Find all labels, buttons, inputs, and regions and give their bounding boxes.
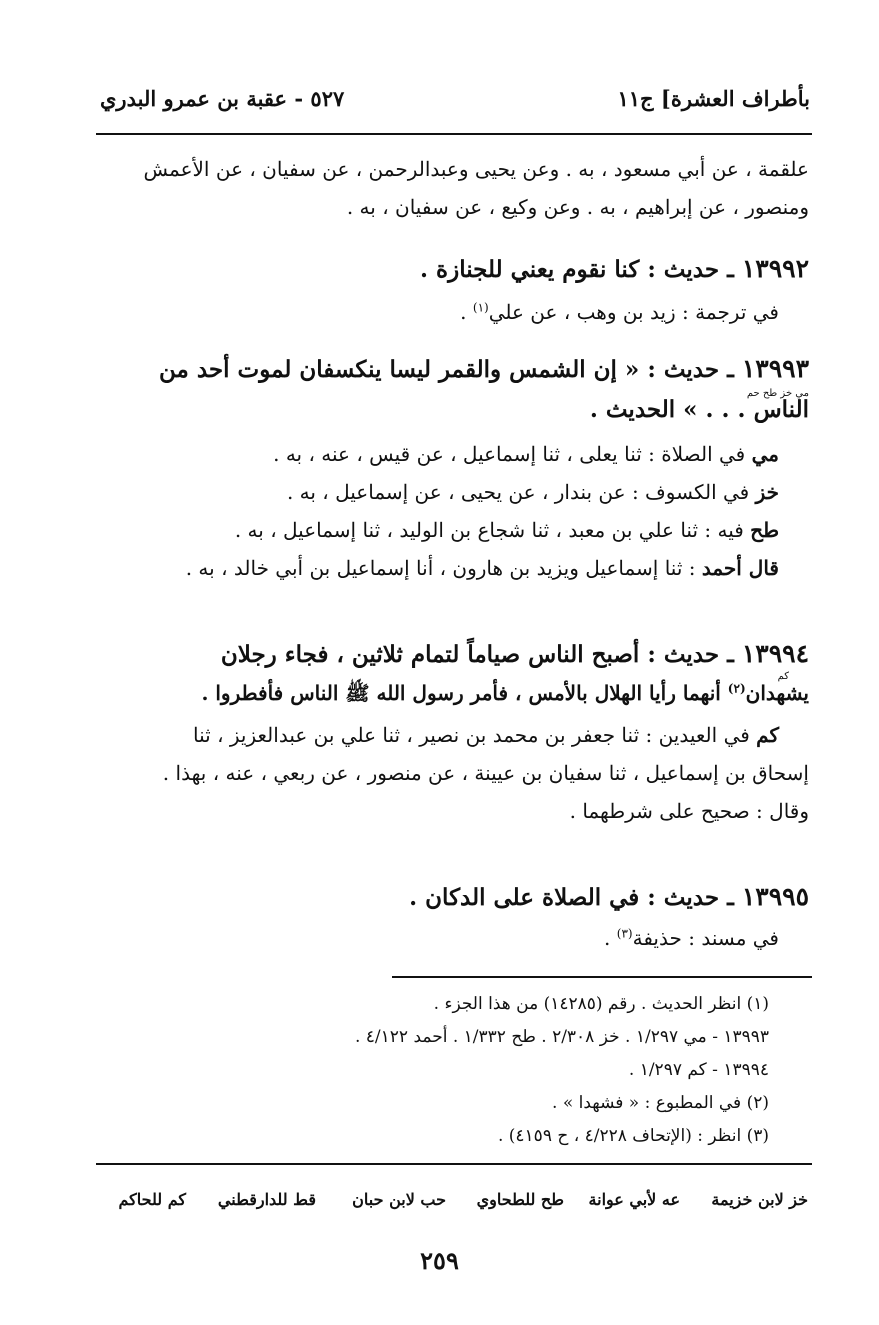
hadith-13995	[100, 878, 809, 957]
abbreviation-item: عه لأبي عوانة	[588, 1190, 680, 1209]
hadith-title	[100, 250, 809, 289]
abbreviation-item: كم للحاكم	[118, 1190, 186, 1209]
footnote-ref[interactable]: (٢)	[727, 681, 746, 696]
abbreviation-item: قط للدارقطني	[217, 1190, 316, 1209]
header-chapter-title: ٥٢٧ - عقبة بن عمرو البدري	[100, 86, 345, 111]
source-line	[100, 511, 809, 549]
hadith-number: ١٣٩٩٣	[741, 354, 809, 383]
hadith-13993	[100, 350, 809, 587]
marginal-codes: مي خز طح حم	[746, 388, 809, 399]
source-text: في الصلاة : ثنا يعلى ، ثنا إسماعيل ، عن قيس ، عنه ، به .	[273, 442, 752, 466]
source-line	[100, 716, 809, 754]
hadith-text-b: أنهما رأيا الهلال بالأمس ، فأمر رسول الله ﷺ الناس فأفطروا .	[201, 681, 728, 705]
header-rule	[96, 133, 812, 135]
abbreviations-rule	[96, 1163, 812, 1165]
hadith-text: ـ حديث : في الصلاة على الدكان .	[409, 884, 734, 911]
hadith-13992	[100, 250, 809, 331]
source-code: طح	[750, 518, 779, 542]
hadith-title	[100, 635, 809, 674]
hadith-title	[100, 878, 809, 917]
source-text: في العيدين : ثنا جعفر بن محمد بن نصير ، ثنا علي بن عبدالعزيز ، ثنا	[193, 723, 757, 747]
source-line	[100, 919, 809, 957]
abbreviations-key	[96, 1190, 812, 1220]
footnotes	[100, 988, 809, 1153]
footnote-item: (٢) في المطبوع : « فشهدا » .	[552, 1093, 769, 1113]
hadith-13994	[100, 635, 809, 830]
source-text: : ثنا إسماعيل ويزيد بن هارون ، أنا إسماعيل بن أبي خالد ، به .	[185, 556, 702, 580]
hadith-text-cont	[100, 674, 809, 712]
footnote-item: ١٣٩٩٤ - كم ١/٢٩٧ .	[628, 1060, 769, 1080]
marginal-codes: كم	[777, 671, 789, 682]
intro-line-1: علقمة ، عن أبي مسعود ، به . وعن يحيى وعبدالرحمن ، عن سفيان ، عن الأعمش	[143, 157, 809, 181]
hadith-text: ـ حديث : أصبح الناس صياماً لتمام ثلاثين ، فجاء رجلان	[220, 641, 734, 668]
source-line	[100, 473, 809, 511]
hadith-title	[100, 350, 809, 389]
hadith-number: ١٣٩٩٥	[741, 882, 809, 911]
footnote-item: (١) انظر الحديث . رقم (١٤٢٨٥) من هذا الجزء .	[433, 994, 769, 1014]
source-text: في الكسوف : عن بندار ، عن يحيى ، عن إسماعيل ، به .	[286, 480, 756, 504]
hadith-text-a: يشهدان	[745, 681, 809, 705]
hadith-number: ١٣٩٩٤	[741, 639, 809, 668]
source-code: قال أحمد	[701, 556, 779, 580]
footnote-rule	[392, 976, 812, 978]
source-end: .	[604, 926, 617, 950]
hadith-text: ـ حديث : « إن الشمس والقمر ليسا ينكسفان لموت أحد من	[159, 356, 734, 383]
source-text: في ترجمة : زيد بن وهب ، عن علي	[488, 300, 779, 324]
abbreviation-item: حب لابن حبان	[352, 1190, 446, 1209]
source-code: كم	[756, 723, 779, 747]
source-line: وقال : صحيح على شرطهما .	[569, 799, 809, 823]
source-line: إسحاق بن إسماعيل ، ثنا سفيان بن عيينة ، عن منصور ، عن ربعي ، عنه ، بهذا .	[162, 761, 809, 785]
source-code: مي	[751, 442, 779, 466]
source-end: .	[460, 300, 473, 324]
source-text: فيه : ثنا علي بن معبد ، ثنا شجاع بن الوليد ، ثنا إسماعيل ، به .	[234, 518, 751, 542]
source-text: في مسند : حذيفة	[632, 926, 779, 950]
footnote-ref[interactable]: (٣)	[616, 926, 633, 941]
hadith-text-cont: الناس . . . » الحديث .	[589, 396, 809, 423]
abbreviation-item: خز لابن خزيمة	[711, 1190, 808, 1209]
header-book-title: بأطراف العشرة] ج١١	[617, 86, 810, 111]
abbreviation-item: طح للطحاوي	[476, 1190, 564, 1209]
source-line	[100, 293, 809, 331]
source-line	[100, 435, 809, 473]
intro-line-2: ومنصور ، عن إبراهيم ، به . وعن وكيع ، عن سفيان ، به .	[346, 195, 809, 219]
source-line	[100, 549, 809, 587]
footnote-item: ١٣٩٩٣ - مي ١/٢٩٧ . خز ٢/٣٠٨ . طح ١/٣٣٢ . أحمد ٤/١٢٢ .	[354, 1027, 769, 1047]
running-header	[100, 86, 810, 120]
hadith-text: ـ حديث : كنا نقوم يعني للجنازة .	[420, 256, 734, 283]
intro-paragraph	[100, 150, 809, 226]
hadith-number: ١٣٩٩٢	[741, 254, 809, 283]
footnote-ref[interactable]: (١)	[472, 300, 489, 315]
footnote-item: (٣) انظر : (الإتحاف ٤/٢٢٨ ، ح ٤١٥٩) .	[497, 1126, 769, 1146]
page-number: ٢٥٩	[420, 1246, 459, 1275]
source-code: خز	[755, 480, 779, 504]
